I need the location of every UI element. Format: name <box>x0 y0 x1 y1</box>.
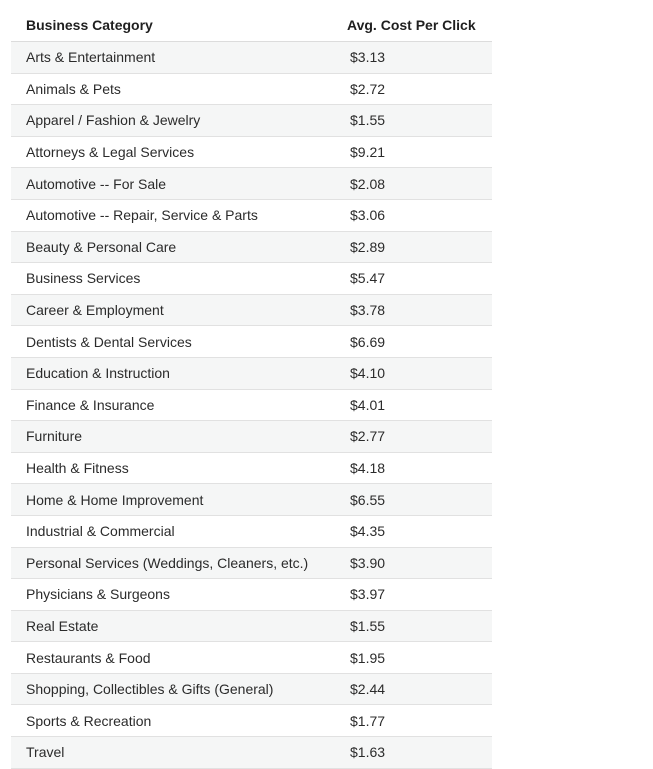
table-row <box>11 74 492 106</box>
business-category-cell: Restaurants & Food <box>26 649 151 666</box>
table-row <box>11 263 492 295</box>
avg-cost-per-click-cell: $9.21 <box>350 144 386 161</box>
table-row <box>11 105 492 137</box>
table-row <box>11 642 492 674</box>
avg-cost-per-click-cell: $2.72 <box>350 80 386 97</box>
avg-cost-per-click-cell: $1.77 <box>350 712 386 729</box>
avg-cost-per-click-cell: $3.13 <box>350 49 386 66</box>
business-category-cell: Attorneys & Legal Services <box>26 144 195 161</box>
avg-cost-per-click-cell: $3.97 <box>350 586 386 603</box>
avg-cost-per-click-cell: $2.44 <box>350 681 386 698</box>
table-row <box>11 200 492 232</box>
header-avg-cost-per-click: Avg. Cost Per Click <box>347 16 476 33</box>
business-category-cell: Beauty & Personal Care <box>26 238 177 255</box>
avg-cost-per-click-cell: $3.78 <box>350 302 386 319</box>
table-body <box>11 42 492 769</box>
business-category-cell: Finance & Insurance <box>26 396 155 413</box>
avg-cost-per-click-cell: $1.95 <box>350 649 386 666</box>
avg-cost-per-click-cell: $1.55 <box>350 112 386 129</box>
avg-cost-per-click-cell: $2.08 <box>350 175 386 192</box>
table-row <box>11 674 492 706</box>
avg-cost-per-click-cell: $4.10 <box>350 365 386 382</box>
avg-cost-per-click-cell: $6.69 <box>350 333 386 350</box>
table-row <box>11 737 492 769</box>
business-category-cell: Arts & Entertainment <box>26 49 156 66</box>
avg-cost-per-click-cell: $4.01 <box>350 396 386 413</box>
business-category-cell: Apparel / Fashion & Jewelry <box>26 112 201 129</box>
table-row <box>11 232 492 264</box>
business-category-cell: Dentists & Dental Services <box>26 333 192 350</box>
business-category-cell: Career & Employment <box>26 302 164 319</box>
avg-cost-per-click-cell: $2.89 <box>350 238 386 255</box>
business-category-cell: Sports & Recreation <box>26 712 152 729</box>
table-row <box>11 168 492 200</box>
avg-cost-per-click-cell: $1.63 <box>350 744 386 761</box>
avg-cost-per-click-cell: $4.18 <box>350 460 386 477</box>
avg-cost-per-click-cell: $6.55 <box>350 491 386 508</box>
table-row <box>11 358 492 390</box>
table-row <box>11 579 492 611</box>
table-row <box>11 705 492 737</box>
business-category-cell: Automotive -- For Sale <box>26 175 167 192</box>
cpc-table <box>11 8 492 769</box>
table-row <box>11 42 492 74</box>
business-category-cell: Automotive -- Repair, Service & Parts <box>26 207 258 224</box>
avg-cost-per-click-cell: $1.55 <box>350 617 386 634</box>
table-row <box>11 516 492 548</box>
business-category-cell: Health & Fitness <box>26 460 129 477</box>
header-business-category: Business Category <box>26 16 153 33</box>
business-category-cell: Travel <box>26 744 65 761</box>
business-category-cell: Business Services <box>26 270 141 287</box>
table-row <box>11 611 492 643</box>
business-category-cell: Physicians & Surgeons <box>26 586 170 603</box>
business-category-cell: Shopping, Collectibles & Gifts (General) <box>26 681 274 698</box>
avg-cost-per-click-cell: $3.06 <box>350 207 386 224</box>
business-category-cell: Home & Home Improvement <box>26 491 204 508</box>
table-row <box>11 326 492 358</box>
table-row <box>11 453 492 485</box>
table-header-row <box>11 8 492 42</box>
avg-cost-per-click-cell: $2.77 <box>350 428 386 445</box>
table-row <box>11 484 492 516</box>
table-row <box>11 548 492 580</box>
business-category-cell: Industrial & Commercial <box>26 523 175 540</box>
business-category-cell: Personal Services (Weddings, Cleaners, etc.) <box>26 554 309 571</box>
table-row <box>11 390 492 422</box>
business-category-cell: Furniture <box>26 428 83 445</box>
table-row <box>11 137 492 169</box>
avg-cost-per-click-cell: $4.35 <box>350 523 386 540</box>
avg-cost-per-click-cell: $3.90 <box>350 554 386 571</box>
table-row <box>11 295 492 327</box>
avg-cost-per-click-cell: $5.47 <box>350 270 386 287</box>
business-category-cell: Animals & Pets <box>26 80 121 97</box>
table-row <box>11 421 492 453</box>
business-category-cell: Real Estate <box>26 617 99 634</box>
business-category-cell: Education & Instruction <box>26 365 170 382</box>
